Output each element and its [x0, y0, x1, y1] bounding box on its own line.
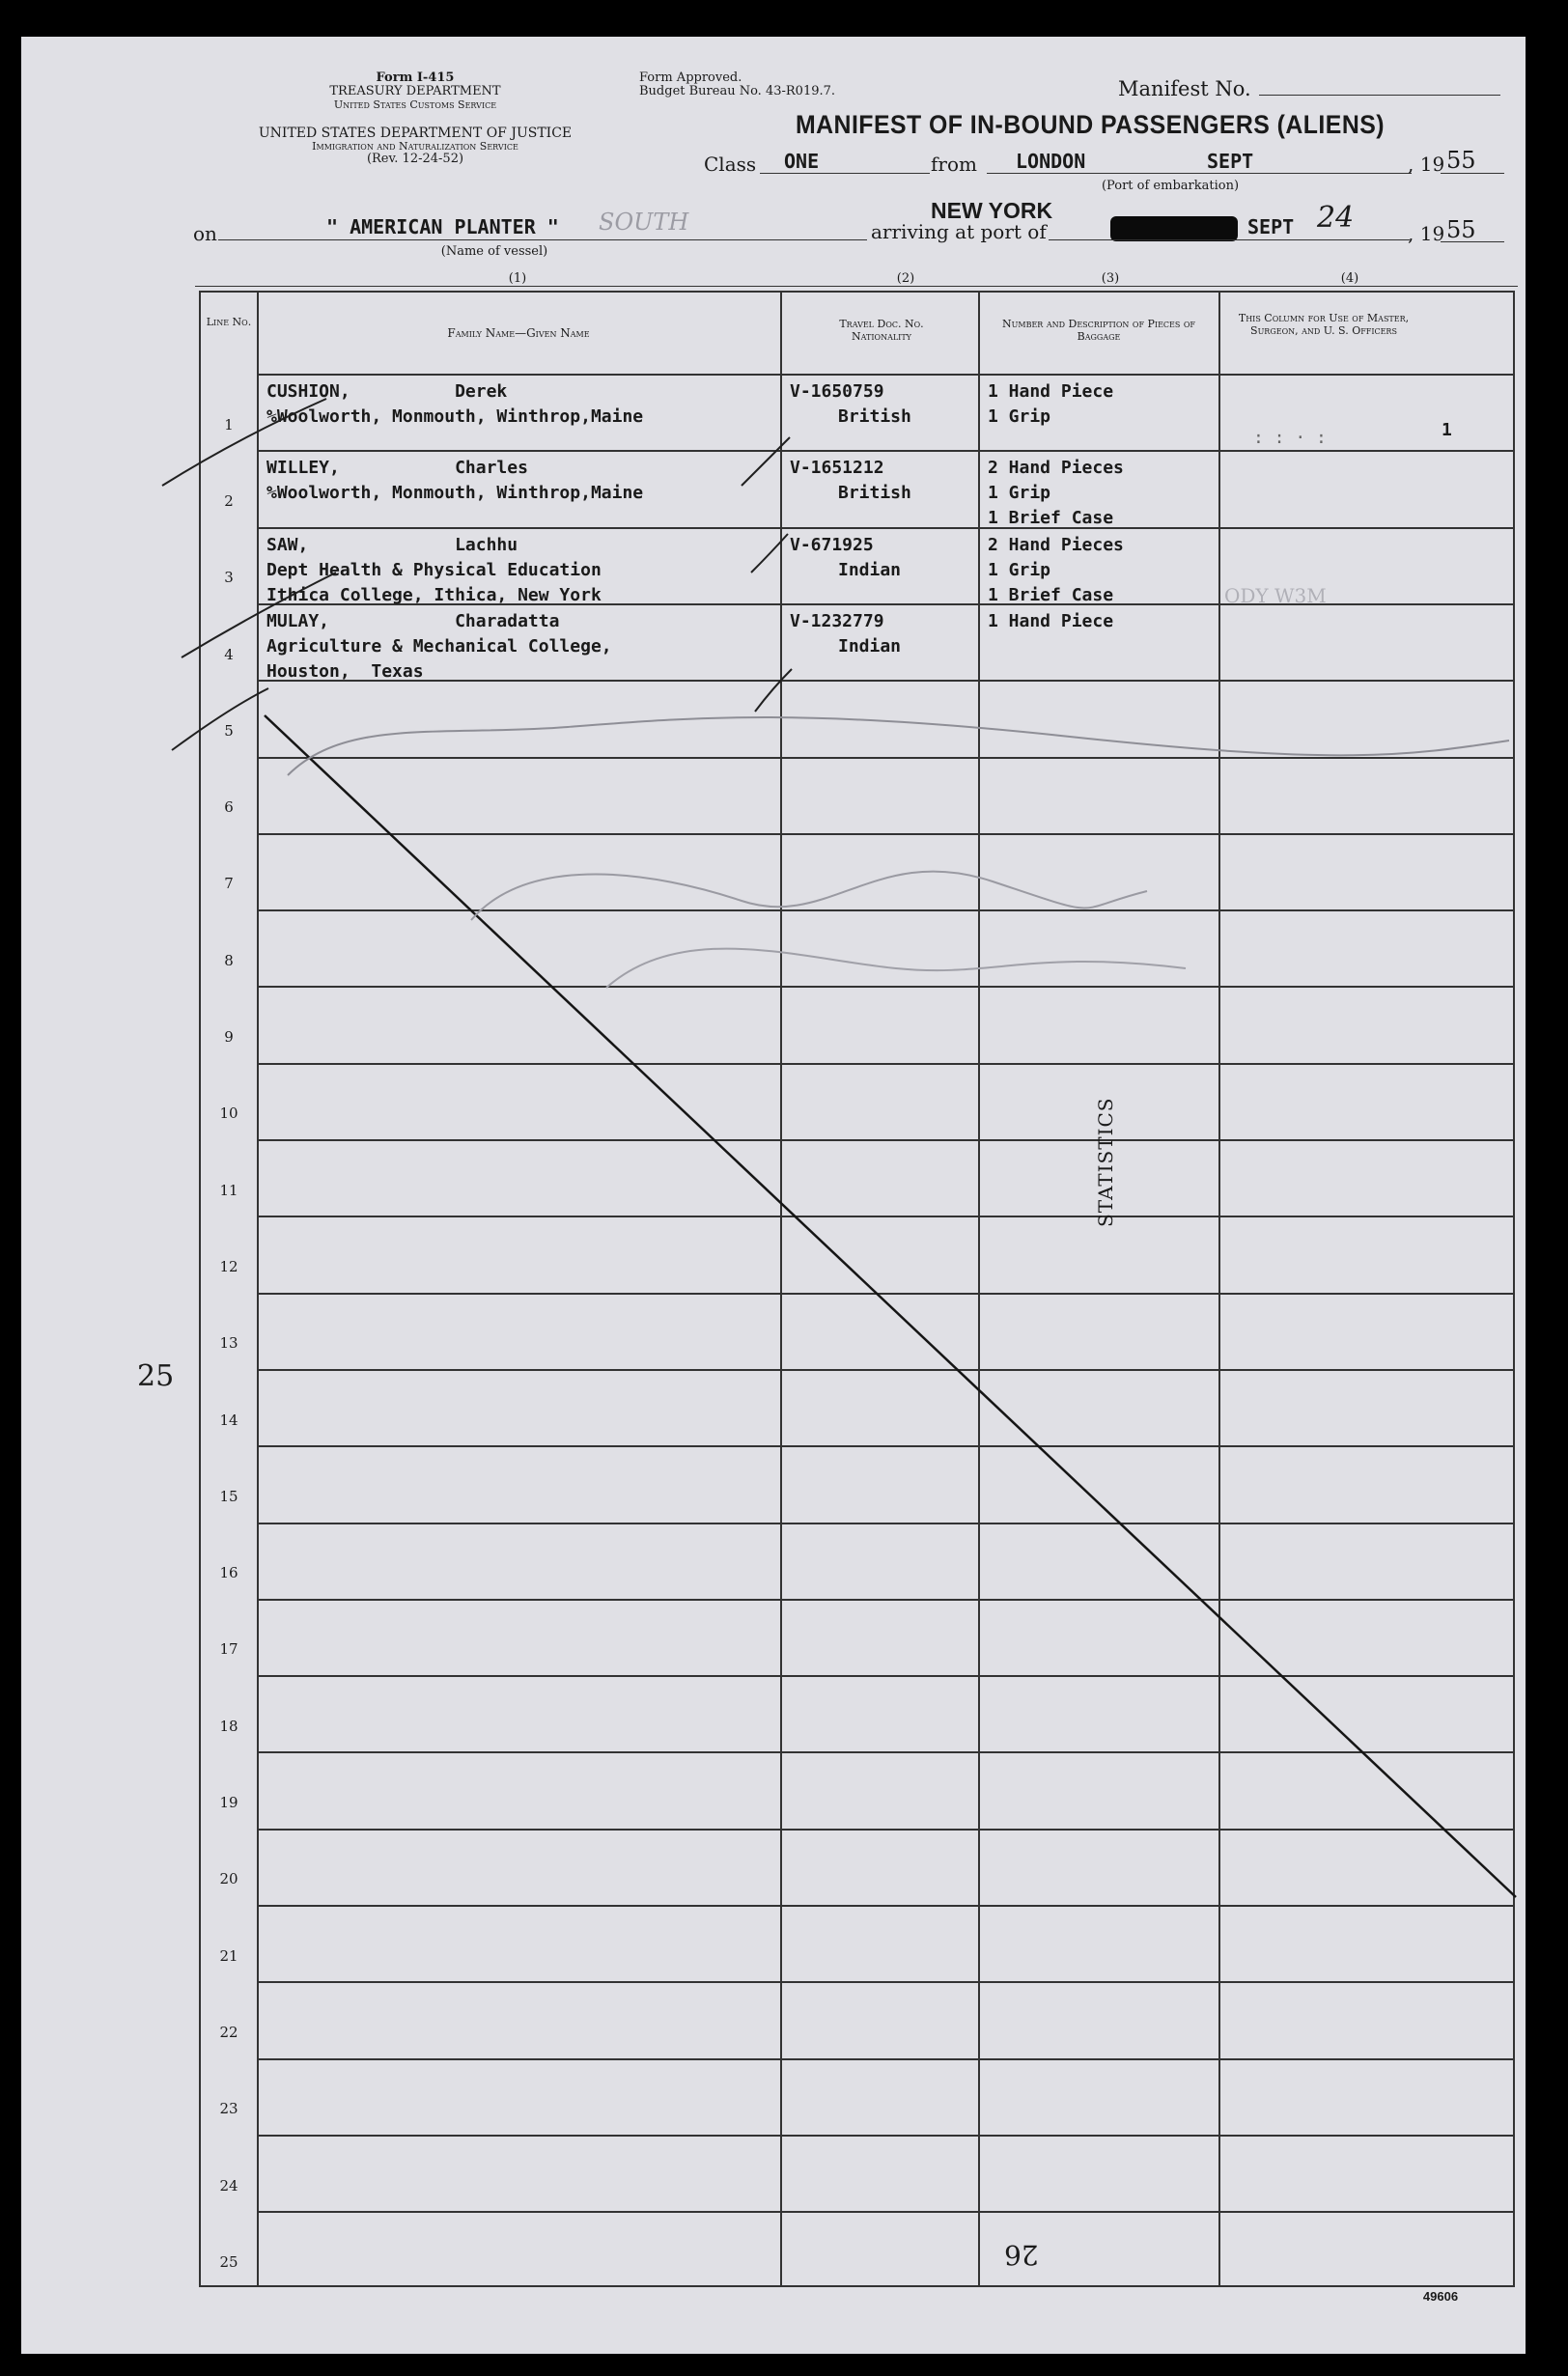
passenger-name: WILLEY, Charles	[266, 458, 528, 479]
line-number: 1	[224, 415, 234, 433]
line-number: 17	[219, 1640, 238, 1659]
baggage-line: 1 Grip	[988, 483, 1051, 504]
passenger-name: MULAY, Charadatta	[266, 610, 560, 631]
officer-mark: 1	[1442, 420, 1452, 440]
class-field-line	[760, 173, 930, 174]
line-number: 15	[219, 1487, 238, 1505]
redaction-mark	[1110, 216, 1238, 241]
manifest-no-field	[1259, 95, 1500, 96]
nationality: Indian	[838, 559, 902, 580]
line-number: 25	[219, 2252, 238, 2271]
line-number: 19	[219, 1794, 238, 1812]
travel-doc-number: V-1650759	[790, 381, 884, 402]
year-prefix: , 19	[1408, 153, 1445, 176]
officer-dots: : : · :	[1253, 428, 1327, 448]
manifest-no-label: Manifest No.	[1118, 77, 1251, 100]
form-number: Form I-415	[376, 70, 455, 85]
footer-code: 49606	[1422, 2289, 1459, 2304]
nationality: British	[838, 406, 911, 427]
page-number: 26	[1004, 2239, 1039, 2271]
passenger-address: Ithica College, Ithica, New York	[266, 584, 602, 605]
line-number: 7	[224, 875, 234, 893]
line-number: 20	[219, 1870, 238, 1888]
col-header-baggage: Number and Description of Pieces of Baggage	[1002, 318, 1195, 343]
page-title: MANIFEST OF IN-BOUND PASSENGERS (ALIENS)	[796, 110, 1385, 139]
col-num-1: (1)	[508, 271, 527, 286]
header-rule	[195, 286, 1518, 287]
class-label: Class	[704, 153, 757, 176]
line-number: 9	[224, 1028, 234, 1047]
col-num-3: (3)	[1101, 271, 1120, 286]
passenger-address: Houston, Texas	[266, 660, 424, 682]
col-header-officers: This Column for Use of Master, Surgeon, and U. S. Officers	[1238, 312, 1410, 337]
vessel-value: " AMERICAN PLANTER "	[326, 215, 559, 238]
treasury-dept: TREASURY DEPARTMENT	[329, 84, 501, 98]
ins-service: Immigration and Naturalization Service	[312, 140, 518, 153]
line-number: 21	[219, 1946, 238, 1965]
customs-service: United States Customs Service	[333, 98, 497, 111]
baggage-line: 1 Hand Piece	[988, 381, 1114, 402]
col-header-line-no: Line No.	[206, 316, 252, 328]
col-header-name: Family Name—Given Name	[447, 326, 590, 340]
baggage-line: 2 Hand Pieces	[988, 458, 1124, 479]
year2-value: 55	[1446, 216, 1476, 243]
cancel-line-overlay	[201, 293, 1517, 2289]
passenger-address: %Woolworth, Monmouth, Winthrop,Maine	[266, 483, 644, 504]
arriving-label: arriving at port of	[871, 220, 1047, 243]
arrival-date: SEPT	[1247, 215, 1295, 238]
arrival-day: 24	[1317, 201, 1355, 235]
line-number: 4	[224, 645, 234, 663]
year-value: 55	[1446, 147, 1476, 174]
baggage-line: 1 Brief Case	[988, 508, 1114, 529]
col-num-4: (4)	[1340, 271, 1359, 286]
line-number: 10	[219, 1104, 238, 1123]
line-number: 22	[219, 2023, 238, 2041]
from-value: LONDON	[1016, 150, 1086, 173]
baggage-line: 1 Brief Case	[988, 584, 1114, 605]
from-field-line	[987, 173, 1412, 174]
year2-field-line	[1441, 241, 1504, 242]
arrival-port: NEW YORK	[931, 198, 1053, 223]
col-num-2: (2)	[896, 271, 915, 286]
travel-doc-number: V-1232779	[790, 610, 884, 631]
line-number: 6	[224, 798, 234, 817]
baggage-line: 1 Hand Piece	[988, 610, 1114, 631]
line-number: 12	[219, 1257, 238, 1275]
budget-bureau: Budget Bureau No. 43-R019.7.	[639, 84, 836, 98]
line-number: 3	[224, 569, 234, 587]
passenger-address: %Woolworth, Monmouth, Winthrop,Maine	[266, 406, 644, 427]
line-number: 16	[219, 1564, 238, 1582]
nationality: Indian	[838, 635, 902, 657]
line-number: 24	[219, 2176, 238, 2194]
crossed-out-text: SOUTH	[599, 209, 689, 236]
line-number: 18	[219, 1717, 238, 1735]
passenger-address: Agriculture & Mechanical College,	[266, 635, 612, 657]
year-field-line	[1441, 173, 1504, 174]
line-number: 2	[224, 491, 234, 510]
margin-number: 25	[137, 1359, 175, 1393]
travel-doc-number: V-1651212	[790, 458, 884, 479]
line-number: 5	[224, 721, 234, 740]
arrival-field-line	[1049, 239, 1410, 240]
passenger-name: CUSHION, Derek	[266, 381, 508, 402]
passenger-table	[199, 291, 1515, 2287]
officer-stamp: ODY W3M	[1224, 584, 1327, 607]
line-number: 11	[219, 1181, 238, 1199]
line-number: 8	[224, 951, 234, 969]
port-embarkation-label: (Port of embarkation)	[1101, 179, 1240, 193]
from-month: SEPT	[1207, 150, 1254, 173]
baggage-line: 1 Grip	[988, 406, 1051, 427]
baggage-line: 1 Grip	[988, 559, 1051, 580]
statistics-stamp: STATISTICS	[1094, 1097, 1117, 1227]
manifest-sheet	[21, 37, 1526, 2354]
year2-prefix: , 19	[1408, 222, 1445, 245]
class-value: ONE	[784, 150, 820, 173]
from-label: from	[931, 153, 977, 176]
justice-dept: UNITED STATES DEPARTMENT OF JUSTICE	[258, 126, 573, 141]
revision: (Rev. 12-24-52)	[366, 152, 464, 166]
passenger-name: SAW, Lachhu	[266, 534, 518, 555]
passenger-address: Dept Health & Physical Education	[266, 559, 602, 580]
travel-doc-number: V-671925	[790, 534, 874, 555]
line-number: 14	[219, 1411, 238, 1429]
vessel-field-line	[218, 239, 867, 240]
form-approved: Form Approved.	[639, 70, 742, 85]
on-label: on	[193, 222, 217, 245]
line-number: 13	[219, 1334, 238, 1353]
nationality: British	[838, 483, 911, 504]
line-number: 23	[219, 2100, 238, 2118]
col-header-travel: Travel Doc. No. Nationality	[839, 318, 924, 343]
vessel-label: (Name of vessel)	[440, 244, 548, 259]
baggage-line: 2 Hand Pieces	[988, 534, 1124, 555]
